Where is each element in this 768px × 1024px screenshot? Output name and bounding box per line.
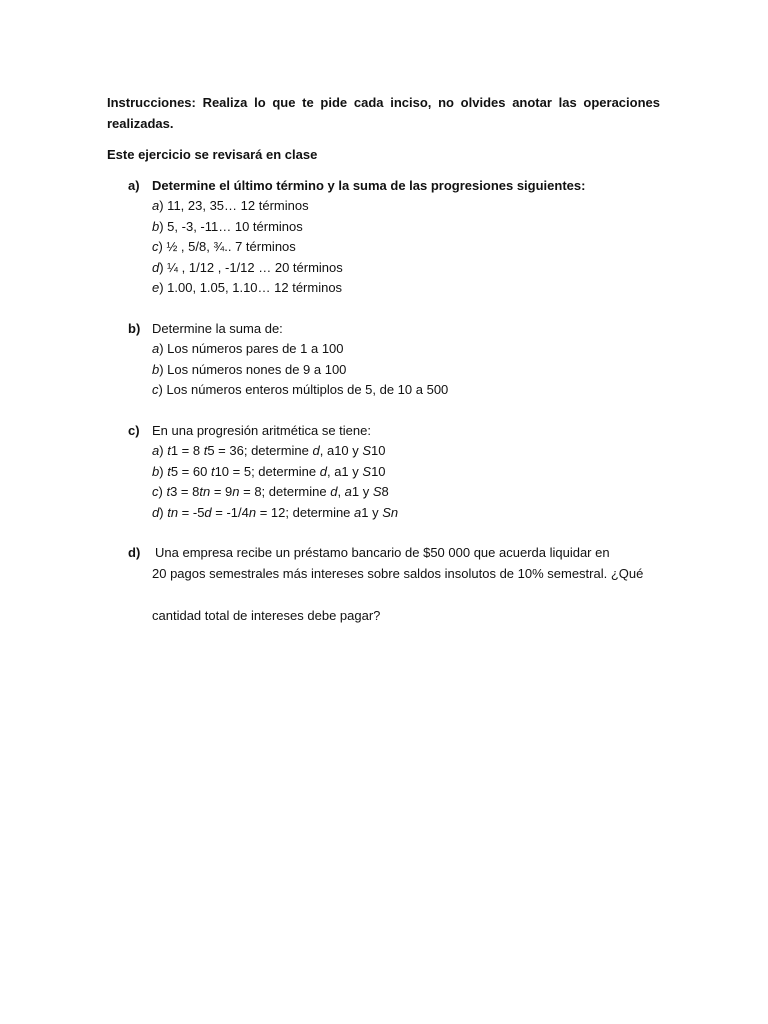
list-item: d) tn = -5d = -1/4n = 12; determine a1 y Sn (152, 504, 399, 520)
document-page (107, 93, 660, 627)
section-c-letter: c) (128, 422, 140, 438)
section-c-heading: En una progresión aritmética se tiene: (152, 422, 371, 438)
section-d-line-1: Una empresa recibe un préstamo bancario de $50 000 que acuerda liquidar en (155, 545, 610, 560)
section-a-heading: Determine el último término y la suma de las progresiones siguientes: (152, 177, 586, 193)
section-b-letter: b) (128, 320, 141, 336)
list-item: b) t5 = 60 t10 = 5; determine d, a1 y S10 (152, 463, 386, 479)
section-d-letter: d) (128, 545, 141, 560)
section-a (128, 176, 660, 299)
instructions-paragraph (107, 93, 660, 134)
list-item: e) 1.00, 1.05, 1.10… 12 términos (152, 280, 343, 295)
section-b (128, 319, 660, 401)
section-c (128, 421, 660, 524)
list-item: a) Los números pares de 1 a 100 (152, 341, 344, 356)
list-item: c) ½ , 5/8, ¾.. 7 términos (152, 239, 296, 254)
list-item: b) 5, -3, -11… 10 términos (152, 218, 303, 234)
list-item: b) Los números nones de 9 a 100 (152, 361, 347, 377)
list-item: a) t1 = 8 t5 = 36; determine d, a10 y S10 (152, 443, 386, 458)
section-d-line-3: cantidad total de intereses debe pagar? (152, 608, 381, 623)
list-item: c) Los números enteros múltiplos de 5, de 10 a 500 (152, 382, 449, 397)
list-item: d) ¼ , 1/12 , -1/12 … 20 términos (152, 259, 343, 275)
section-d-line-2: 20 pagos semestrales más intereses sobre saldos insolutos de 10% semestral. ¿Qué (152, 565, 644, 581)
list-item: c) t3 = 8tn = 9n = 8; determine d, a1 y S8 (152, 484, 389, 499)
section-d (128, 543, 660, 627)
section-a-letter: a) (128, 177, 140, 193)
section-b-heading: Determine la suma de: (152, 320, 283, 336)
instructions-text: Realiza lo que te pide cada inciso, no olvides anotar las operaciones realizadas. (107, 95, 660, 131)
list-item: a) 11, 23, 35… 12 términos (152, 198, 309, 213)
instructions-label: Instrucciones: (107, 95, 196, 110)
review-note: Este ejercicio se revisará en clase (107, 147, 318, 162)
